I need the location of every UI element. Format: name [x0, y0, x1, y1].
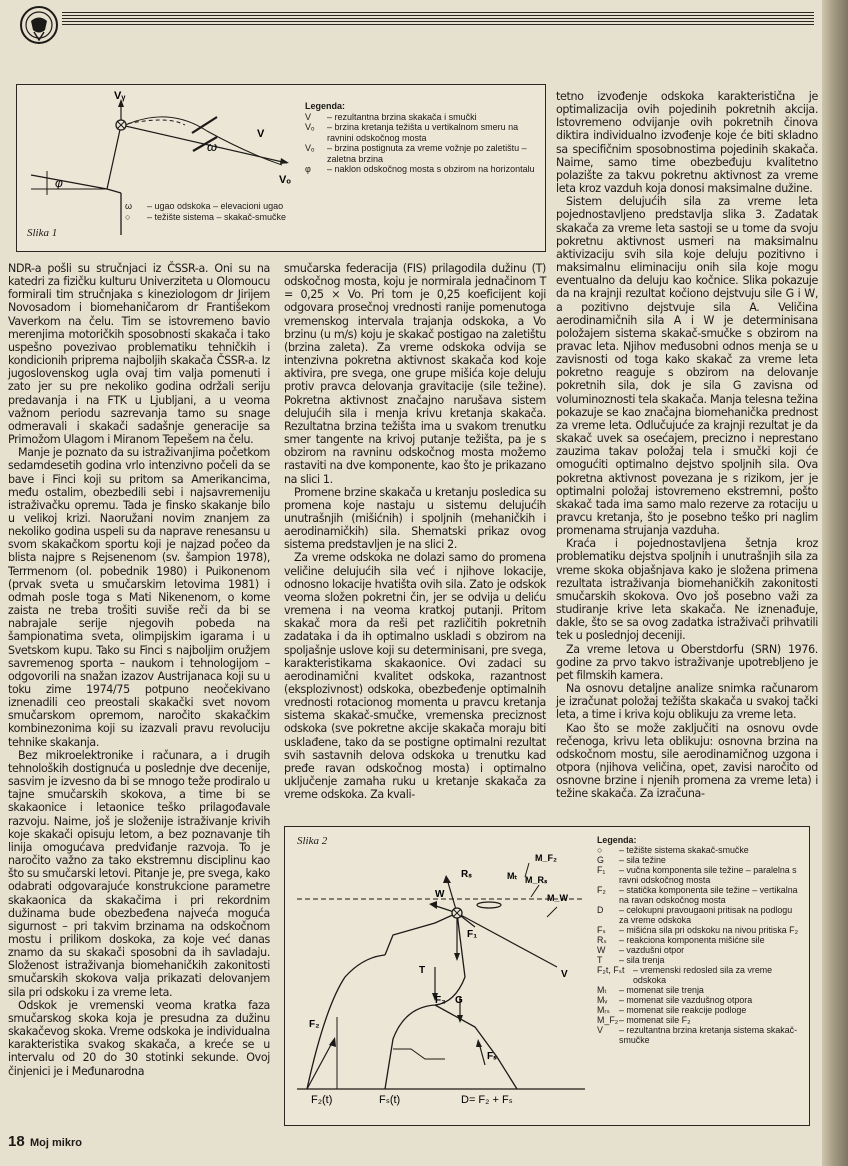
paragraph: Sistem delujućih sila za vreme leta pojednostavljeno predstavlja slika 3. Zadatak skakača za vreme leta sastoji se u tome da svoju pokretnu aktivnost usmeri na maksimalnu aktivizaciju svih sila koje deluju pozitivno i maksimalnu eliminaciju onih sila koje mogu eventualno da deluju kao kočnice. Slika pokazuje da na krajnji rezultat kočiono dejstvuju sile G i W, a pozitivno dejstvuje sila A. Veličina aerodinamičnih sila A i W je determinisana položajem sistema skakač-smučke s obzirom na pravac leta. Njihov međusobni odnos menja se u zavisnosti od toga kako skakač za vreme leta pokretno reaguje s obzirom na delovanje pokretnih sila, dok je sila G zavisna od voluminoznosti tela skakača. Manja telesna težina pokazuje se kao značajna biomehanička prednost za vreme leta. Odlučujuće za krajnji rezultat je da skakač uvek sa osećajem, precizno i neprestano zauzima takav položaj tela i smučki koji će omogućiti optimalno dejstvo spoljnih sila. Ova pokretna aktivnost povezana je s rizikom, jer je optimalni položaj istovremeno ekstremni, pošto skakač tada ima samo malo rezerve za rotaciju u pravcu kretanja, što je posebno teško pri naglim promenama strujanja vazduha.	[556, 195, 818, 538]
legend-row	[597, 885, 803, 905]
fig2-label-mrs: M_Rₛ	[525, 875, 548, 885]
fig2-label-f2: F₂	[435, 995, 446, 1006]
figure-1-legend	[305, 101, 539, 175]
legend-symbol: F₁	[597, 865, 606, 875]
legend-row	[597, 855, 803, 865]
legend-symbol: V	[305, 111, 312, 122]
legend-symbol: ω	[125, 201, 133, 211]
magazine-logo-icon	[18, 4, 60, 46]
figure-1-diagram	[17, 85, 307, 251]
legend-row	[305, 112, 539, 123]
fig2-label-fst: Fₛ(t)	[379, 1094, 401, 1106]
legend-symbol: ○	[597, 845, 603, 855]
legend-row	[597, 865, 803, 885]
legend-text: – momenat sile reakcije podloge	[619, 1005, 747, 1015]
fig2-label-mw: M_W	[547, 893, 568, 903]
legend-text: – težište sistema – skakač-smučke	[147, 211, 287, 222]
fig2-label-t: T	[419, 965, 426, 976]
legend-symbol: F₂t, Fₛt	[597, 965, 625, 975]
paragraph: Promene brzine skakača u kretanju posledica su promena koje nastaju u sistemu delujućih unutrašnjih (mišićnih) i spoljnih (mehaničkih i aerodinamičkih) sila. Shematski prikaz ovog sistema predstavljen je na slici 2.	[284, 485, 546, 552]
fig1-label-omega: ω	[207, 139, 218, 154]
paragraph: tetno izvođenje odskoka karakteristična je optimalizacija ovih pojedinih pokretnih akcija. Istovremeno odvijanje ovih pokretnih činova diktira individualno izvođenje koje će biti skladno sa specifičnim sposobnostima pojedinih skakača. Naime, samo time obezbeđuju kvalitetno polazište za takvu pokretnu aktivnost za vreme leta kroz vazduh koja donosi maksimalne dužine.	[556, 90, 818, 196]
legend-row	[305, 164, 539, 175]
header-rule	[62, 12, 814, 26]
legend-text: – sila težine	[619, 855, 666, 865]
figure-2-diagram	[285, 827, 597, 1125]
paragraph: Za vreme letova u Oberstdorfu (SRN) 1976. godine za prvo takvo istraživanje upotrebljeno je pet filmskih kamera.	[556, 642, 818, 682]
figure-2-box	[284, 826, 810, 1126]
legend-symbol: G	[597, 855, 604, 865]
legend-text: – ugao odskoka – elevacioni ugao	[147, 201, 284, 211]
legend-text: – momenat sile vazdušnog otpora	[619, 995, 753, 1005]
legend-row	[597, 925, 803, 935]
fig2-label-g: G	[455, 995, 463, 1006]
fig1-label-phi: φ	[55, 176, 63, 190]
legend-text: – vazdušni otpor	[619, 945, 685, 955]
fig2-label-f2t: F₂(t)	[311, 1094, 333, 1106]
paragraph: Bez mikroelektronike i računara, a i drugih tehnoloških dostignuća u poslednje dve decenije, sasvim je izvesno da bi se mnogo teže prodiralo u tajne smučarskih skokova, a time bi se skakaonice i letaonice teško prilagođavale razvoju. Naime, još je složenije istraživanje krivih koje skakači opisuju letom, a bez poznavanje tih linija omogućava predviđanje razvoja. To je naročito važno za tako ekstremnu disciplinu kao što su smučarski letovi. Pitanje je, pre svega, kako odabrati odgovarajuće konstrukcione parametre skakaonica da skakačima i pri rekordnim dužinama bude obezbeđena najveća moguća sigurnost – pri takvim brzinama na odskočnom mostu i prilikom doskoka, za koje već danas znamo da su skakači sposobni da ih savladaju. Složenost istraživanja biomehaničkih zakonitosti smučarskih skokova valja prikazati delovanjem sila pri odskoku i za vreme leta.	[8, 748, 270, 999]
legend-symbol: Vₒ	[305, 122, 315, 132]
figure-2-caption: Slika 2	[297, 835, 328, 847]
fig2-label-w: W	[435, 889, 445, 900]
figure-2-legend	[597, 835, 803, 1045]
paragraph: Odskok je vremenski veoma kratka faza smučarskog skoka koja je presudna za dužinu skakačevog skoka. Vreme odskoka je individualna karakteristika svakog skakača, a kreće se u intervalu od 20 do 30 stotinki sekunde. Ovoj činjenici je i Međunarodna	[8, 998, 270, 1078]
paragraph: Kraća i pojednostavljena šetnja kroz problematiku dejstva spoljnih i unutrašnjih sila za vreme skoka objašnjava kako je složena primena rezultata istraživanja biomehaničkih zakonitosti smučarskih skokova. Ovo još posebno važi za studiranje krive leta skakača. Ne iznenađuje, dakle, što se sa ovog zadatka istraživači prihvatili tek u poslednjoj deceniji.	[556, 537, 818, 643]
figure-1-legend-title: Legenda:	[305, 101, 346, 111]
legend-text: – reakciona komponenta mišićne sile	[619, 935, 765, 945]
legend-symbol: Mᵥ	[597, 995, 608, 1005]
legend-text: – brzina kretanja težišta u vertikalnom smeru na ravnini odskočnog mosta	[327, 122, 519, 143]
legend-symbol: Mᵣₛ	[597, 1005, 610, 1015]
legend-row	[597, 1015, 803, 1025]
legend-symbol: D	[597, 905, 604, 915]
legend-text: – brzina postignuta za vreme vožnje po zaletištu – zaletna brzina	[327, 143, 527, 164]
page-edge-shadow	[822, 0, 848, 1166]
paragraph: Kao što se može zaključiti na osnovu ovde rečenoga, krivu leta oblikuju: osnovna brzina na odskočnom mostu, sile aerodinamičnog uzgona i otpora (njihova veličina, opet, zavisi naročito od osnovne brzine i njenih promena za vreme leta) i težine skakača. Za izračuna-	[556, 721, 818, 801]
legend-text: – sila trenja	[619, 955, 665, 965]
legend-row	[597, 1025, 803, 1045]
legend-symbol: ○	[125, 211, 131, 222]
text-column-middle	[284, 262, 546, 801]
legend-row	[125, 212, 325, 223]
legend-symbol: Vₒ	[305, 143, 315, 153]
legend-symbol: M_F₂	[597, 1015, 619, 1025]
page-number: 18	[8, 1133, 25, 1150]
legend-text: – statička komponenta sile težine – vertikalna na ravan odskočnog mosta	[619, 885, 798, 905]
legend-text: – rezultantna brzina kretanja sistema skakač-smučke	[619, 1025, 798, 1045]
legend-row	[597, 845, 803, 855]
figure-1-caption: Slika 1	[27, 227, 58, 239]
fig1-label-v: V	[257, 128, 265, 140]
fig2-label-v: V	[561, 969, 568, 980]
legend-row	[597, 995, 803, 1005]
legend-row	[125, 201, 325, 212]
legend-row	[597, 1005, 803, 1015]
legend-row	[305, 143, 539, 164]
fig2-label-rs: Rₛ	[461, 869, 472, 880]
paragraph: smučarska federacija (FIS) prilagodila dužinu (T) odskočnog mosta, koju je normirala jednačinom T = 0,25 × Vo. Pri tom je 0,25 koeficijent koji odgovara prosečnoj vrednosti ranije pomenutoga vremenskog intervala trajanja odskoka, a Vo brzinu (u m/s) koju je skakač postigao na zaletištu (brzina zaleta). Za vreme odskoka odvija se intenzivna pokretna aktivnost skakača kod koje aktivira, pre svega, one grupe mišića koje deluju protiv pravca delovanja gravitacije (sile težine). Pokretna aktivnost značajno narušava sistem delujućih sila i menja krivu kretanja skakača. Rezultatna brzina težišta ima u svakom trenutku smer tangente na krivoj putanje težišta, pa je s obzirom na ravninu odskočnog mosta možemo rastaviti na dve komponente, kao što je prikazano na slici 1.	[284, 262, 546, 486]
fig1-label-vo: Vₒ	[279, 174, 291, 186]
legend-row	[597, 935, 803, 945]
legend-text: – vremenski redosled sila za vreme odskoka	[633, 965, 773, 985]
fig1-label-vy: Vᵧ	[114, 90, 126, 102]
legend-symbol: T	[597, 955, 603, 965]
legend-text: – naklon odskočnog mosta s obzirom na horizontalu	[327, 164, 535, 174]
fig2-label-d-equation: D= F₂ + Fₛ	[461, 1094, 513, 1106]
paragraph: Na osnovu detaljne analize snimka računarom je izračunat položaj težišta skakača u svakoj tački leta, a time i kriva koju oblikuju za vreme leta.	[556, 682, 818, 722]
paragraph: NDR-a pošli su stručnjaci iz ČSSR-a. Oni su na katedri za fizičku kulturu Univerziteta u Olomoucu formirali tim stručnjaka s kineziologom dr Jirijem Novosadom i biomehaničarom dr Františekom Vaverkom na čelu. Tim se istovremeno bavio merenjima motoričkih sposobnosti skakača i tako uspešno povezivao problematiku tehničkih i kondicionih priprema najboljih skakača ČSSR-a. Iz jugoslovenskog ugla ovaj tim valja pomenuti i zato jer su pre nekoliko godina održali seriju predavanja i na FTK u Ljubljani, a u veoma važnom periodu sazrevanja tamo su snage odmeravali i skakači sadašnje generacije sa Primožom Ulagom i Miranom Tepešem na čelu.	[8, 262, 270, 447]
legend-text: – momenat sile trenja	[619, 985, 704, 995]
legend-symbol: φ	[305, 164, 311, 174]
figure-2-legend-title: Legenda:	[597, 835, 637, 845]
fig2-label-f2-left: F₂	[309, 1019, 320, 1030]
legend-symbol: Fₛ	[597, 925, 606, 935]
legend-symbol: V	[597, 1025, 603, 1035]
legend-symbol: Rₛ	[597, 935, 607, 945]
fig2-label-mt: Mₜ	[507, 871, 518, 881]
paragraph: Manje je poznato da su istraživanjima početkom sedamdesetih godina vrlo intenzivno počeli da se bave i Finci koji su pritom sa Amerikancima, među ostalim, obezbedili sebi i najsavremeniju istraživačku opremu. Tada je finsko skakanje bilo u velikoj krizi. Naoružani novim znanjem za nekoliko godina uspeli su da naprave renesansu u svom skakačkom sportu koji je najzad počeo da blista najpre s Rejsenenom (sv. šampion 1978), Terrmenom (ol. pobednik 1980) i Puikonenom (prvak sveta u smučarskim letovima 1981) i odmah posle toga s Mati Nikenenom, o kome zaista ne treba trošiti suviše reči da bi se nabrajale serije njegovih pobeda na šampionatima sveta, olimpijskim igarama i u Svetskom kupu. Tako su Finci s najboljim oružjem savremenog sporta – naukom i tehnologijom – odgovorili na snažan izazov Austrijanaca koji su u toku zime 1974/75 potpuno neočekivano iznenadili ceo preostali skakački svet novom smučarskom opremom, naročito skakačkim kombinezonima koji su izazvali pravu revoluciju tehnike skakanja.	[8, 446, 270, 749]
magazine-name: Moj mikro	[30, 1137, 82, 1149]
legend-row	[597, 945, 803, 955]
figure-1-box	[16, 84, 546, 252]
text-column-left	[8, 262, 270, 1078]
legend-text: – mišićna sila pri odskoku na nivou pritiska F₂	[619, 925, 799, 935]
legend-row	[597, 955, 803, 965]
legend-text: – težište sistema skakač-smučke	[619, 845, 749, 855]
legend-symbol: Mₜ	[597, 985, 608, 995]
legend-row	[597, 965, 803, 985]
text-column-right	[556, 90, 818, 800]
legend-text: – vučna komponenta sile težine – paralelna s ravni odskočnog mosta	[619, 865, 797, 885]
legend-row	[597, 985, 803, 995]
legend-text: – celokupni pravougaoni pritisak na podlogu za vreme odskoka	[619, 905, 793, 925]
legend-row	[305, 122, 539, 143]
legend-text: – rezultantna brzina skakača i smučki	[327, 111, 477, 122]
paragraph: Za vreme odskoka ne dolazi samo do promena veličine delujućih sila već i njihove lokacije, odnosno lokacije hvatišta ovih sila. Zato je odskok veoma složen pokretni čin, jer se odvija u deliću vremena i na veoma kratkoj putanji. Pritom skakač mora da reši pet različitih pokretnih zadataka i da ih optimalno uskladi s obzirom na spoljašnje uslove koji su determinisani, pre svega, karakteristikama skakaonice. Ovi zadaci su aerodinamični kvalitet odskoka, razantnost (eksplozivnost) odskoka, obezbeđenje optimalnih vrednosti rotacionog momenta u pravcu kretanja sistema skakač-smučke, vremenska preciznost odskoka (sve pokretne akcije skakača moraju biti usklađene, tako da se postigne optimalni rezultat svih sastavnih delova odskoka u trenutku kad pređe ravan odskočnog mosta) i optimalno uključenje zamaha ruku u kretanje skakača za vreme odskoka. Za kvali-	[284, 551, 546, 802]
fig2-label-fs: Fₛ	[487, 1051, 497, 1062]
legend-text: – momenat sile F₂	[619, 1015, 691, 1025]
legend-symbol: W	[597, 945, 606, 955]
fig2-label-f1: F₁	[467, 929, 478, 940]
figure-1-legend-bottom	[125, 201, 325, 222]
legend-symbol: F₂	[597, 885, 606, 895]
fig2-label-mf2: M_F₂	[535, 853, 557, 863]
legend-row	[597, 905, 803, 925]
